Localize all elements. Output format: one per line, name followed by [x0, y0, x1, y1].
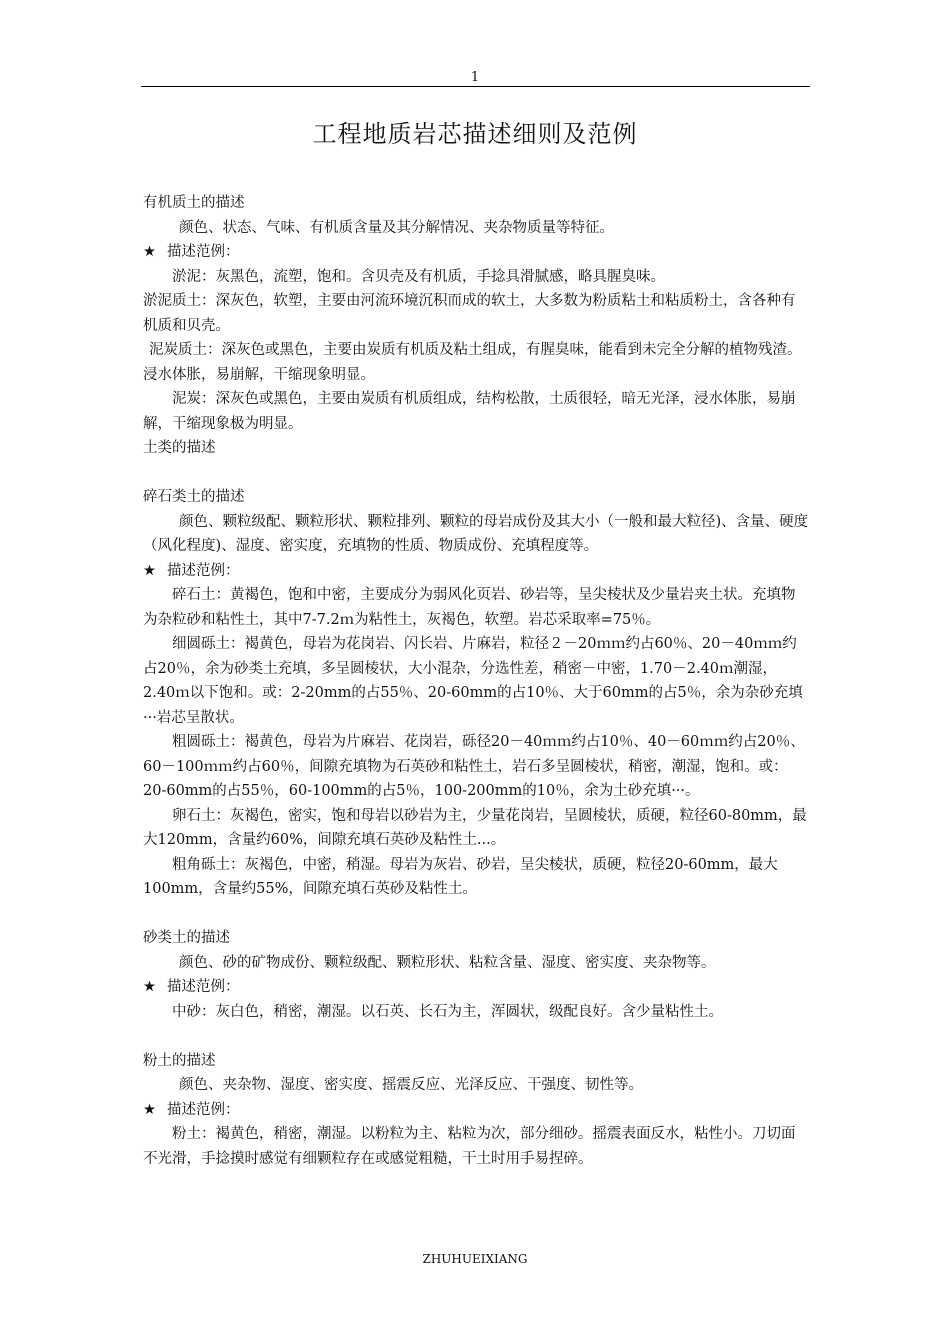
gravel-example-label: ★ 描述范例： — [143, 559, 809, 584]
organic-example-label: ★ 描述范例： — [143, 240, 809, 265]
organic-features: 颜色、状态、气味、有机质含量及其分解情况、夹杂物质量等特征。 — [179, 219, 614, 236]
organic-example-3: 泥炭质土：深灰色或黑色，主要由炭质有机质及粘土组成，有腥臭味，能看到未完全分解的植物残渣。浸水体胀，易崩解，干缩现象明显。 — [143, 342, 802, 383]
organic-example-2: 淤泥质土：深灰色，软塑，主要由河流环境沉积而成的软土，大多数为粉质粘土和粘质粉土，含各种有机质和贝壳。 — [143, 293, 796, 334]
gravel-example-5: 粗角砾土：灰褐色，中密，稍湿。母岩为灰岩、砂岩，呈尖棱状，质硬，粒径20-60mm，最大100mm，含量约55%，间隙充填石英砂及粘性土。 — [143, 856, 778, 897]
sand-features: 颜色、砂的矿物成份、颗粒级配、颗粒形状、粘粒含量、湿度、密实度、夹杂物等。 — [179, 954, 716, 971]
document-title: 工程地质岩芯描述细则及范例 — [312, 120, 638, 148]
star-icon: ★ — [143, 244, 156, 260]
gravel-example-2: 细圆砾土：褐黄色，母岩为花岗岩、闪长岩、片麻岩，粒径２－20ｍｍ约占60％、20－40ｍｍ约占20％，余为砂类土充填，多呈圆棱状，大小混杂，分选性差，稍密－中密，1.70－2.40ｍ潮湿，2.40ｍ以下饱和。或：2-20mm的占55％、20-60mm的占10％、大于60mm的占5％，余为杂砂充填···岩芯呈散状。 — [143, 636, 803, 726]
header-rule — [141, 86, 810, 87]
section-heading-silt: 粉土的描述 — [143, 1052, 216, 1069]
gravel-example-1: 碎石土：黄褐色，饱和中密，主要成分为弱风化页岩、砂岩等，呈尖棱状及少量岩夹土状。充填物为杂粒砂和粘性土，其中7-7.2ｍ为粘性土，灰褐色，软塑。岩芯采取率=75％。 — [143, 587, 796, 628]
gravel-example-4: 卵石土：灰褐色，密实，饱和母岩以砂岩为主，少量花岗岩，呈圆棱状，质硬，粒径60-80mm，最大120mm，含量约60%，间隙充填石英砂及粘性土...。 — [143, 807, 807, 848]
page-footer: ZHUHUEIXIANG — [422, 1252, 528, 1266]
silt-example-1: 粉土：褐黄色，稍密，潮湿。以粉粒为主、粘粒为次，部分细砂。摇震表面反水，粘性小。刀切面不光滑，手捻摸时感觉有细颗粒存在或感觉粗糙，干土时用手易捏碎。 — [143, 1126, 796, 1167]
star-icon: ★ — [143, 979, 156, 995]
organic-example-1: 淤泥：灰黑色，流塑，饱和。含贝壳及有机质，手捻具滑腻感，略具腥臭味。 — [172, 268, 665, 285]
silt-example-label: ★ 描述范例： — [143, 1098, 809, 1123]
star-icon: ★ — [143, 1101, 156, 1118]
document-body — [143, 191, 809, 1171]
sand-example-label: ★ 描述范例： — [143, 975, 809, 1000]
section-heading-organic: 有机质土的描述 — [143, 195, 245, 211]
section-heading-gravel: 碎石类土的描述 — [143, 489, 245, 505]
sand-example-1: 中砂：灰白色，稍密，潮湿。以石英、长石为主，浑圆状，级配良好。含少量粘性土。 — [172, 1003, 723, 1020]
gravel-features: 颜色、颗粒级配、颗粒形状、颗粒排列、颗粒的母岩成份及其大小（一般和最大粒径)、含量、硬度（风化程度)、湿度、密实度，充填物的性质、物质成份、充填程度等。 — [143, 513, 809, 554]
star-icon: ★ — [143, 562, 156, 579]
section-heading-sand: 砂类土的描述 — [143, 930, 230, 946]
section-heading-soil: 土类的描述 — [143, 440, 216, 456]
silt-features: 颜色、夹杂物、湿度、密实度、摇震反应、光泽反应、干强度、韧性等。 — [179, 1077, 643, 1093]
page-number: 1 — [470, 70, 480, 85]
gravel-example-3: 粗圆砾土：褐黄色，母岩为片麻岩、花岗岩，砾径20－40ｍｍ约占10％、40－60ｍｍ约占20％、60－100ｍｍ约占60％，间隙充填物为石英砂和粘性土，岩石多呈圆棱状，稍密，潮湿，饱和。或：20-60mm的占55％，60-100mm的占5％，100-200mm的10％，余为土砂充填···。 — [143, 734, 805, 799]
organic-example-4: 泥炭：深灰色或黑色，主要由炭质有机质组成，结构松散，土质很轻，暗无光泽，浸水体胀，易崩解，干缩现象极为明显。 — [143, 391, 796, 432]
